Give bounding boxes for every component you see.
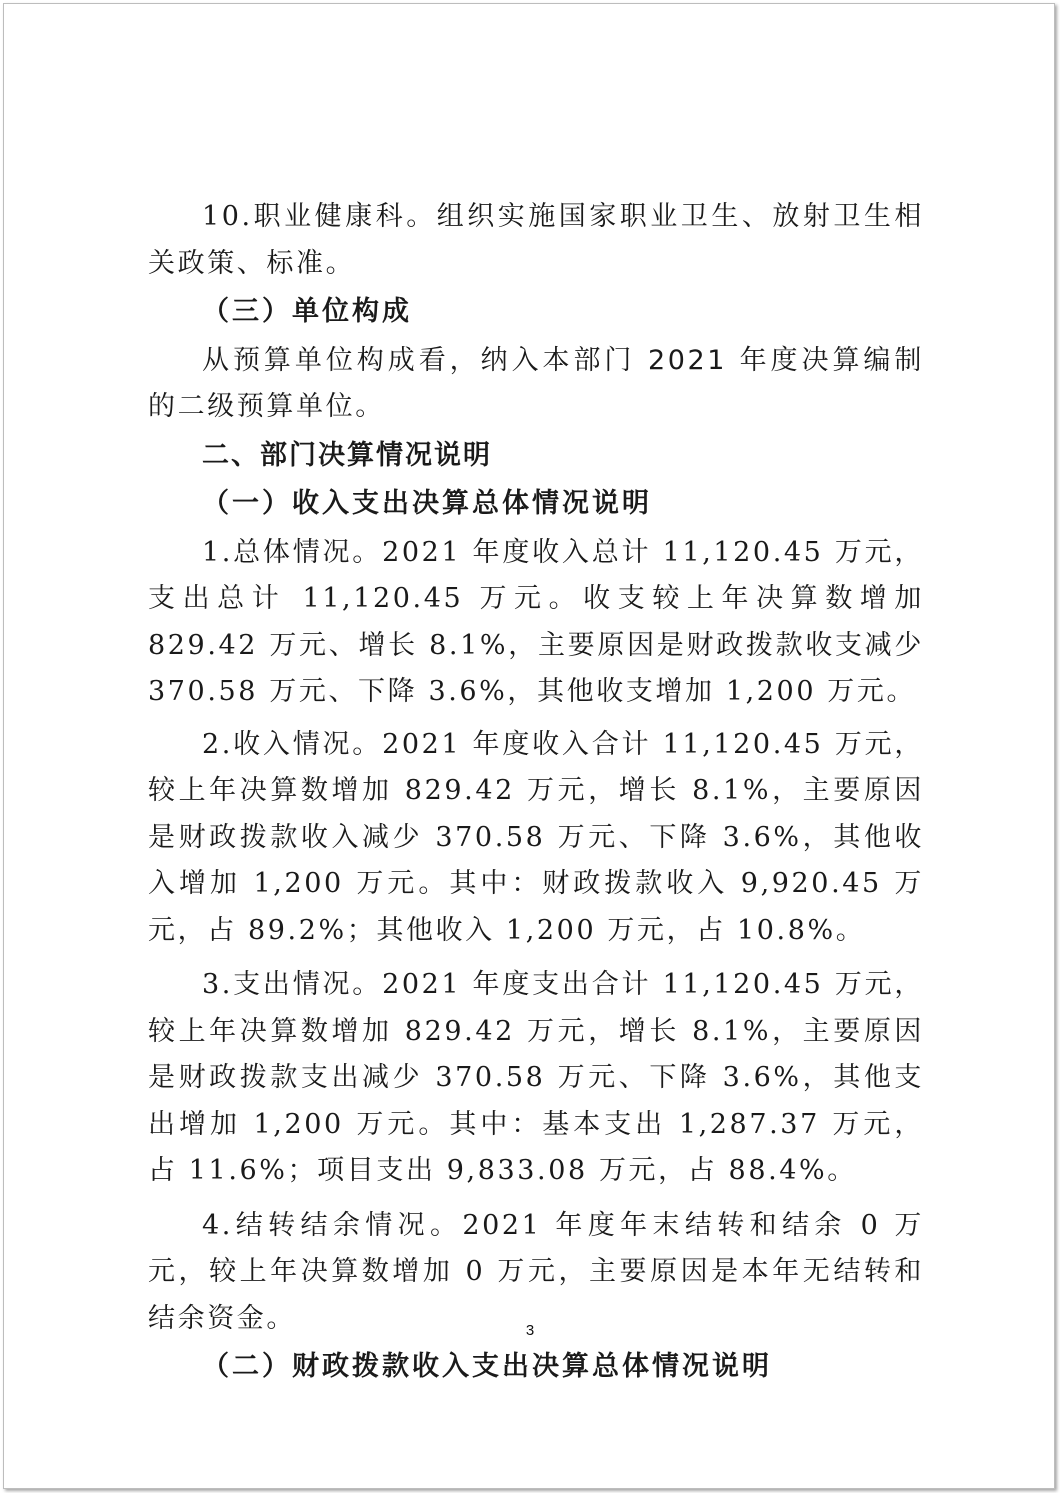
document-body bbox=[148, 194, 924, 1391]
heading-unit-composition: （三）单位构成 bbox=[202, 296, 412, 327]
paragraph-income: 2.收入情况。2021 年度收入合计 11,120.45 万元，较上年决算数增加 829.42 万元，增长 8.1%，主要原因是财政拨款收入减少 370.58 万元、下降 3.6%，其他收入增加 1,200 万元。其中：财政拨款收入 9,920.45 万元，占 89.2%；其他收入 1,200 万元，占 10.8%。 bbox=[148, 728, 924, 946]
heading-income-expense-overview: （一）收入支出决算总体情况说明 bbox=[202, 488, 652, 519]
paragraph-carryover: 4.结转结余情况。2021 年度年末结转和结余 0 万元，较上年决算数增加 0 万元，主要原因是本年无结转和结余资金。 bbox=[148, 1209, 924, 1334]
paragraph-unit-composition bbox=[148, 338, 924, 431]
paragraph-overall: 1.总体情况。2021 年度收入总计 11,120.45 万元，支出总计 11,120.45 万元。收支较上年决算数增加 829.42 万元、增长 8.1%，主要原因是财政拨款收支减少 370.58 万元、下降 3.6%，其他收支增加 1,200 万元。 bbox=[148, 536, 924, 707]
unit-composition-text-b: 年度决算编制的二级预算单位。 bbox=[148, 344, 924, 422]
heading-fiscal-appropriation-overview: （二）财政拨款收入支出决算总体情况说明 bbox=[202, 1351, 772, 1382]
unit-composition-text-a: 从预算单位构成看，纳入本部门 bbox=[202, 344, 648, 376]
page-number: 3 bbox=[525, 1322, 535, 1339]
paragraph-occupational-health: 10.职业健康科。组织实施国家职业卫生、放射卫生相关政策、标准。 bbox=[148, 201, 924, 279]
paragraph-expense: 3.支出情况。2021 年度支出合计 11,120.45 万元，较上年决算数增加 829.42 万元，增长 8.1%，主要原因是财政拨款支出减少 370.58 万元、下降 3.6%，其他支出增加 1,200 万元。其中：基本支出 1,287.37 万元，占 11.6%；项目支出 9,833.08 万元，占 88.4%。 bbox=[148, 969, 924, 1186]
unit-composition-year: 2021 bbox=[647, 344, 728, 376]
heading-section-2: 二、部门决算情况说明 bbox=[202, 439, 492, 471]
